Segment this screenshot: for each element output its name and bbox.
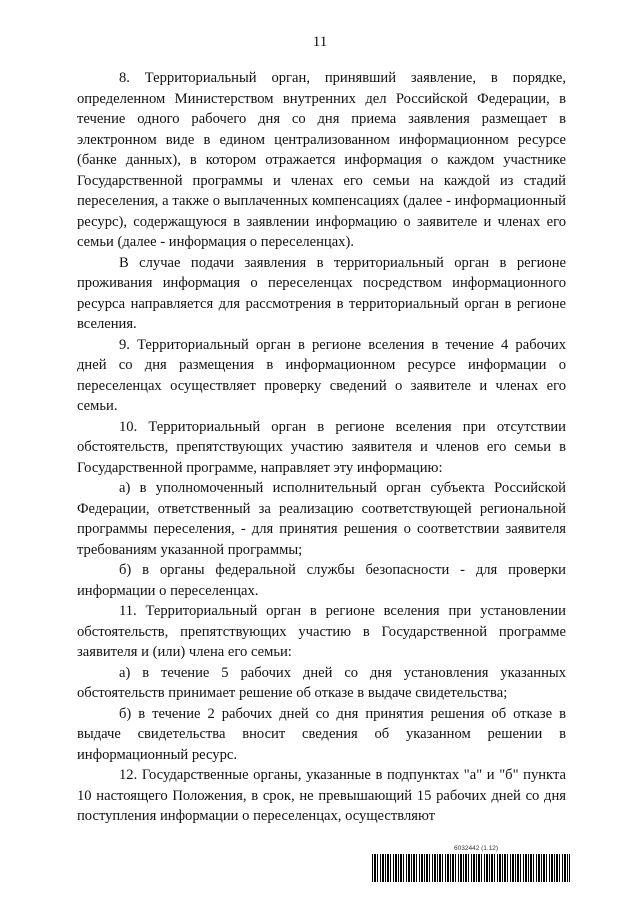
paragraph-11: 11. Территориальный орган в регионе вселения при установлении обстоятельств, препятствующих участию в Государственной программе заявителя и (или) члена его семьи: xyxy=(77,603,566,660)
page-number: 11 xyxy=(312,34,328,50)
paragraph-10-a: а) в уполномоченный исполнительный орган субъекта Российской Федерации, ответственный за реализацию соответствующей региональной программы переселения, - для принятия решения о соответствии заявителя требованиям указанной программы; xyxy=(77,480,566,558)
paragraph-11-b: б) в течение 2 рабочих дней со дня принятия решения об отказе в выдаче свидетельства вносит сведения об указанном решении в информационный ресурс. xyxy=(77,705,566,763)
paragraph-10-b: б) в органы федеральной службы безопасности - для проверки информации о переселенцах. xyxy=(77,562,566,599)
paragraph-9: 9. Территориальный орган в регионе вселения в течение 4 рабочих дней со дня размещения в информационном ресурсе информации о переселенцах осуществляет проверку сведений о заявителе и членах его семьи. xyxy=(77,336,566,414)
barcode xyxy=(372,854,570,882)
paragraph-10: 10. Территориальный орган в регионе вселения при отсутствии обстоятельств, препятствующих участию заявителя и членов его семьи в Государственной программе, направляет эту информацию: xyxy=(77,418,566,476)
document-body xyxy=(77,68,566,827)
paragraph-11-a: а) в течение 5 рабочих дней со дня установления указанных обстоятельств принимает решение об отказе в выдаче свидетельства; xyxy=(77,664,566,701)
paragraph-8: 8. Территориальный орган, принявший заявление, в порядке, определенном Министерством внутренних дел Российской Федерации, в течение одного рабочего дня со дня приема заявления размещает в электронном виде в едином централизованном информационном ресурсе (банке данных), в котором отражается информация о каждом участнике Государственной программы и членах его семьи на каждой из стадий переселения, а также о выплаченных компенсациях (далее - информационный ресурс), содержащуюся в заявлении информацию о заявителе и членах его семьи (далее - информация о переселенцах). xyxy=(77,70,566,250)
document-code: 6032442 (1.12) xyxy=(454,845,499,852)
paragraph-8-continuation: В случае подачи заявления в территориальный орган в регионе проживания информация о переселенцах посредством информационного ресурса направляется для рассмотрения в территориальный орган в регионе вселения. xyxy=(77,254,566,332)
paragraph-12: 12. Государственные органы, указанные в подпунктах "а" и "б" пункта 10 настоящего Положения, в срок, не превышающий 15 рабочих дней со дня поступления информации о переселенцах, осуществляют xyxy=(77,767,566,824)
